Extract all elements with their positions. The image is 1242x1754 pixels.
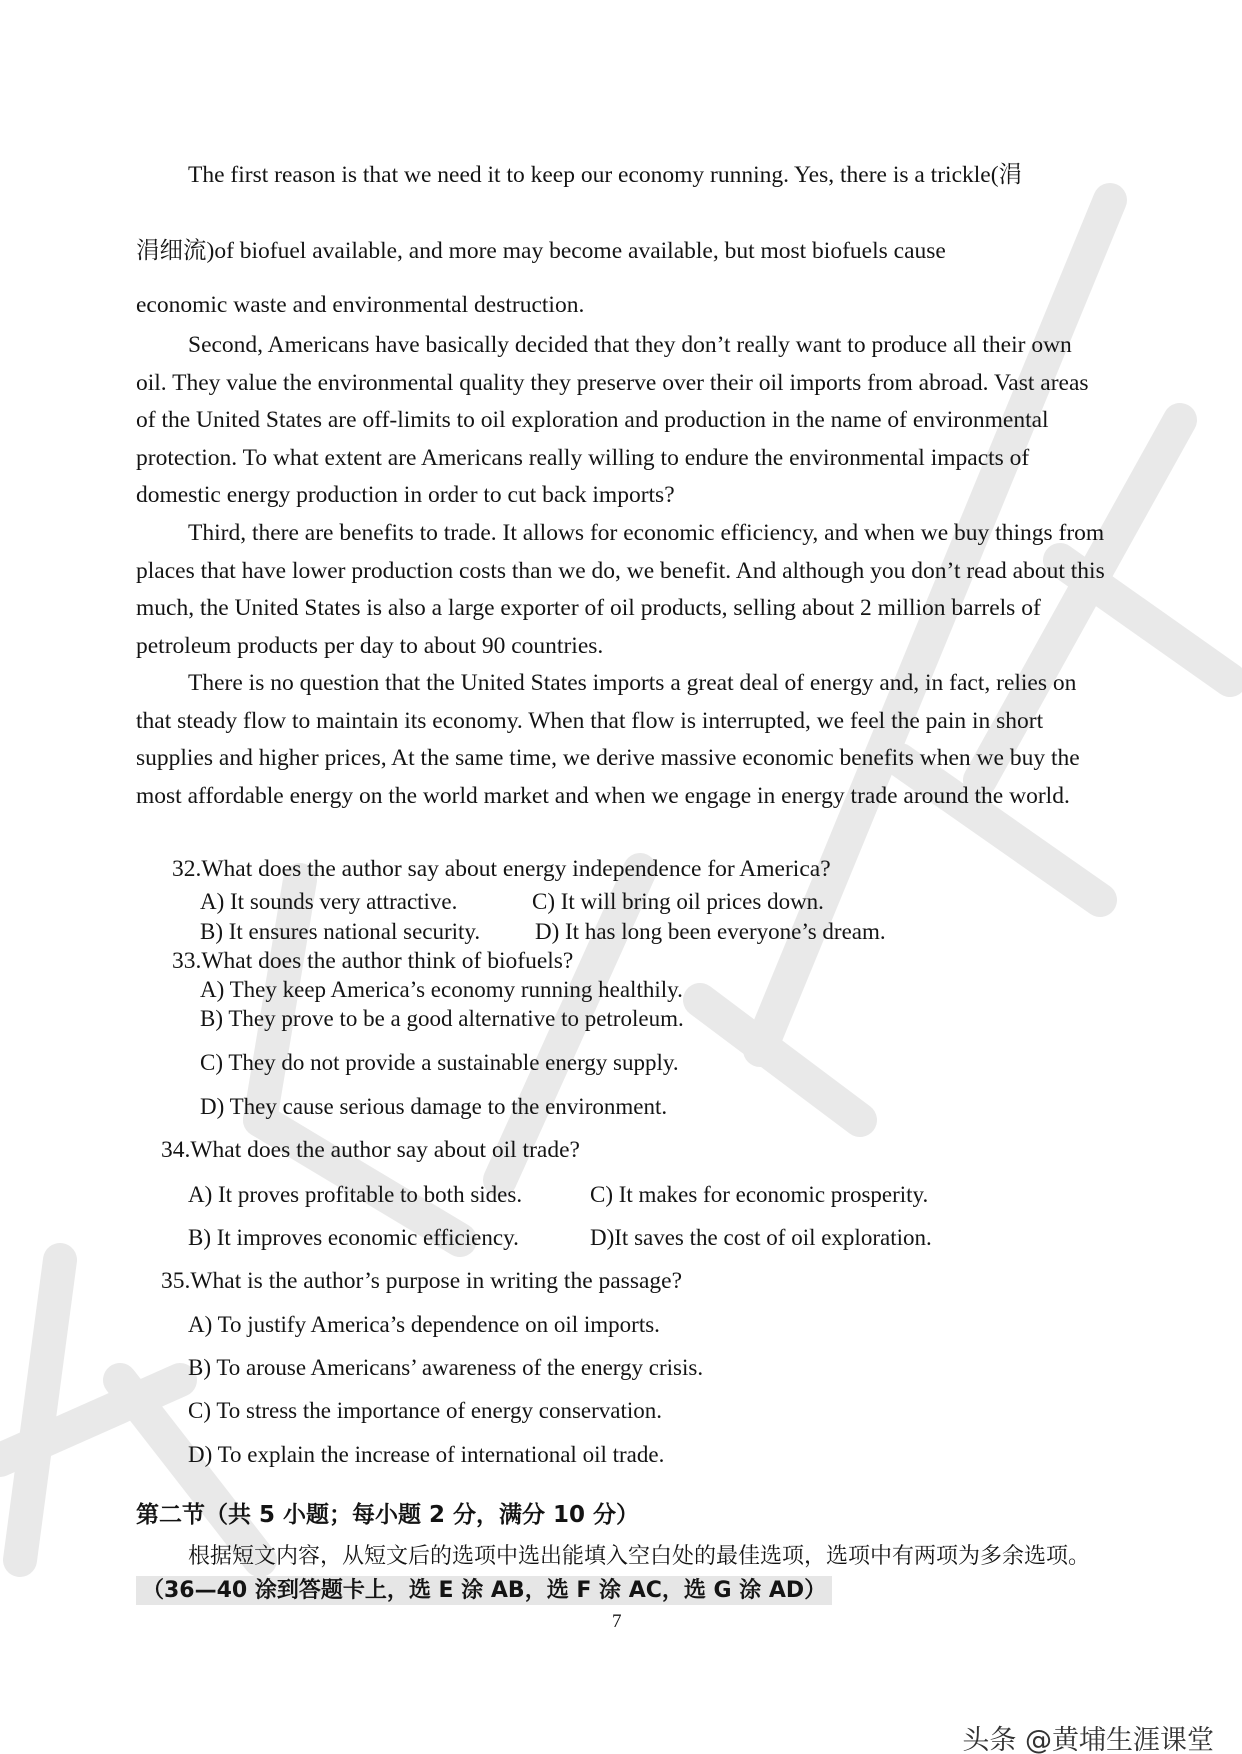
passage-paragraph-2-text: Second, Americans have basically decided that they don’t really want to produce all their own oil. They value the environmental quality they preserve over their oil imports from abroad. Vast areas of the United States are off-limits to oil exploration and production in the name of environmental protection. To what extent are Americans really willing to endure the environmental impacts of domestic energy production in order to cut back imports? (136, 332, 1089, 508)
question-35-stem: 35.What is the author’s purpose in writing the passage? (161, 1268, 683, 1294)
question-34-option-c: C) It makes for economic prosperity. (590, 1182, 929, 1207)
passage-paragraph-3 (136, 515, 1108, 665)
passage-paragraph-4 (136, 665, 1108, 815)
passage-paragraph-2 (136, 327, 1108, 515)
question-34-option-a: A) It proves profitable to both sides. (188, 1182, 523, 1207)
passage-p1-line2: 涓细流)of biofuel available, and more may become available, but most biofuels cause (136, 238, 946, 264)
question-35-option-b: B) To arouse Americans’ awareness of the energy crisis. (188, 1355, 704, 1380)
source-watermark-label: 头条 @黄埔生涯课堂 (962, 1725, 1214, 1754)
question-33-option-b: B) They prove to be a good alternative to petroleum. (200, 1006, 684, 1031)
question-33-stem: 33.What does the author think of biofuels? (172, 948, 574, 974)
question-32-option-a: A) It sounds very attractive. (200, 889, 458, 914)
section-2-highlight-note: （36—40 涂到答题卡上，选 E 涂 AB，选 F 涂 AC，选 G 涂 AD） (136, 1576, 832, 1605)
passage-paragraph-3-text: Third, there are benefits to trade. It allows for economic efficiency, and when we buy things from places that have lower production costs than we do, we benefit. And although you don’t read about this much, the United States is also a large exporter of oil products, selling about 2 million barrels of petroleum products per day to about 90 countries. (136, 520, 1105, 659)
question-32-option-d: D) It has long been everyone’s dream. (535, 919, 886, 944)
page-number: 7 (612, 1611, 622, 1632)
question-35-option-d: D) To explain the increase of international oil trade. (188, 1442, 665, 1467)
question-34-option-d: D)It saves the cost of oil exploration. (590, 1225, 932, 1250)
question-35-option-a: A) To justify America’s dependence on oil imports. (188, 1312, 660, 1337)
section-2-instruction (136, 1540, 1121, 1608)
question-32-stem: 32.What does the author say about energy independence for America? (172, 856, 831, 882)
question-33-option-d: D) They cause serious damage to the environment. (200, 1094, 668, 1119)
question-34-option-b: B) It improves economic efficiency. (188, 1225, 519, 1250)
passage-paragraph-4-text: There is no question that the United States imports a great deal of energy and, in fact, relies on that steady flow to maintain its economy. When that flow is interrupted, we feel the pain in short supplies and higher prices, At the same time, we derive massive economic benefits when we buy the most affordable energy on the world market and when we engage in energy trade around the world. (136, 670, 1080, 809)
question-33-option-c: C) They do not provide a sustainable energy supply. (200, 1050, 679, 1075)
question-34-stem: 34.What does the author say about oil trade? (161, 1137, 580, 1163)
question-33-option-a: A) They keep America’s economy running healthily. (200, 977, 683, 1002)
section-2-title: 第二节（共 5 小题；每小题 2 分，满分 10 分） (136, 1502, 640, 1528)
question-32-option-b: B) It ensures national security. (200, 919, 481, 944)
passage-p1-line3: economic waste and environmental destruction. (136, 292, 585, 318)
section-2-instruction-text: 根据短文内容，从短文后的选项中选出能填入空白处的最佳选项，选项中有两项为多余选项。 (188, 1544, 1091, 1569)
question-32-option-c: C) It will bring oil prices down. (532, 889, 824, 914)
passage-p1-line1: The first reason is that we need it to keep our economy running. Yes, there is a trickle(涓 (188, 162, 1023, 188)
question-35-option-c: C) To stress the importance of energy conservation. (188, 1398, 663, 1423)
